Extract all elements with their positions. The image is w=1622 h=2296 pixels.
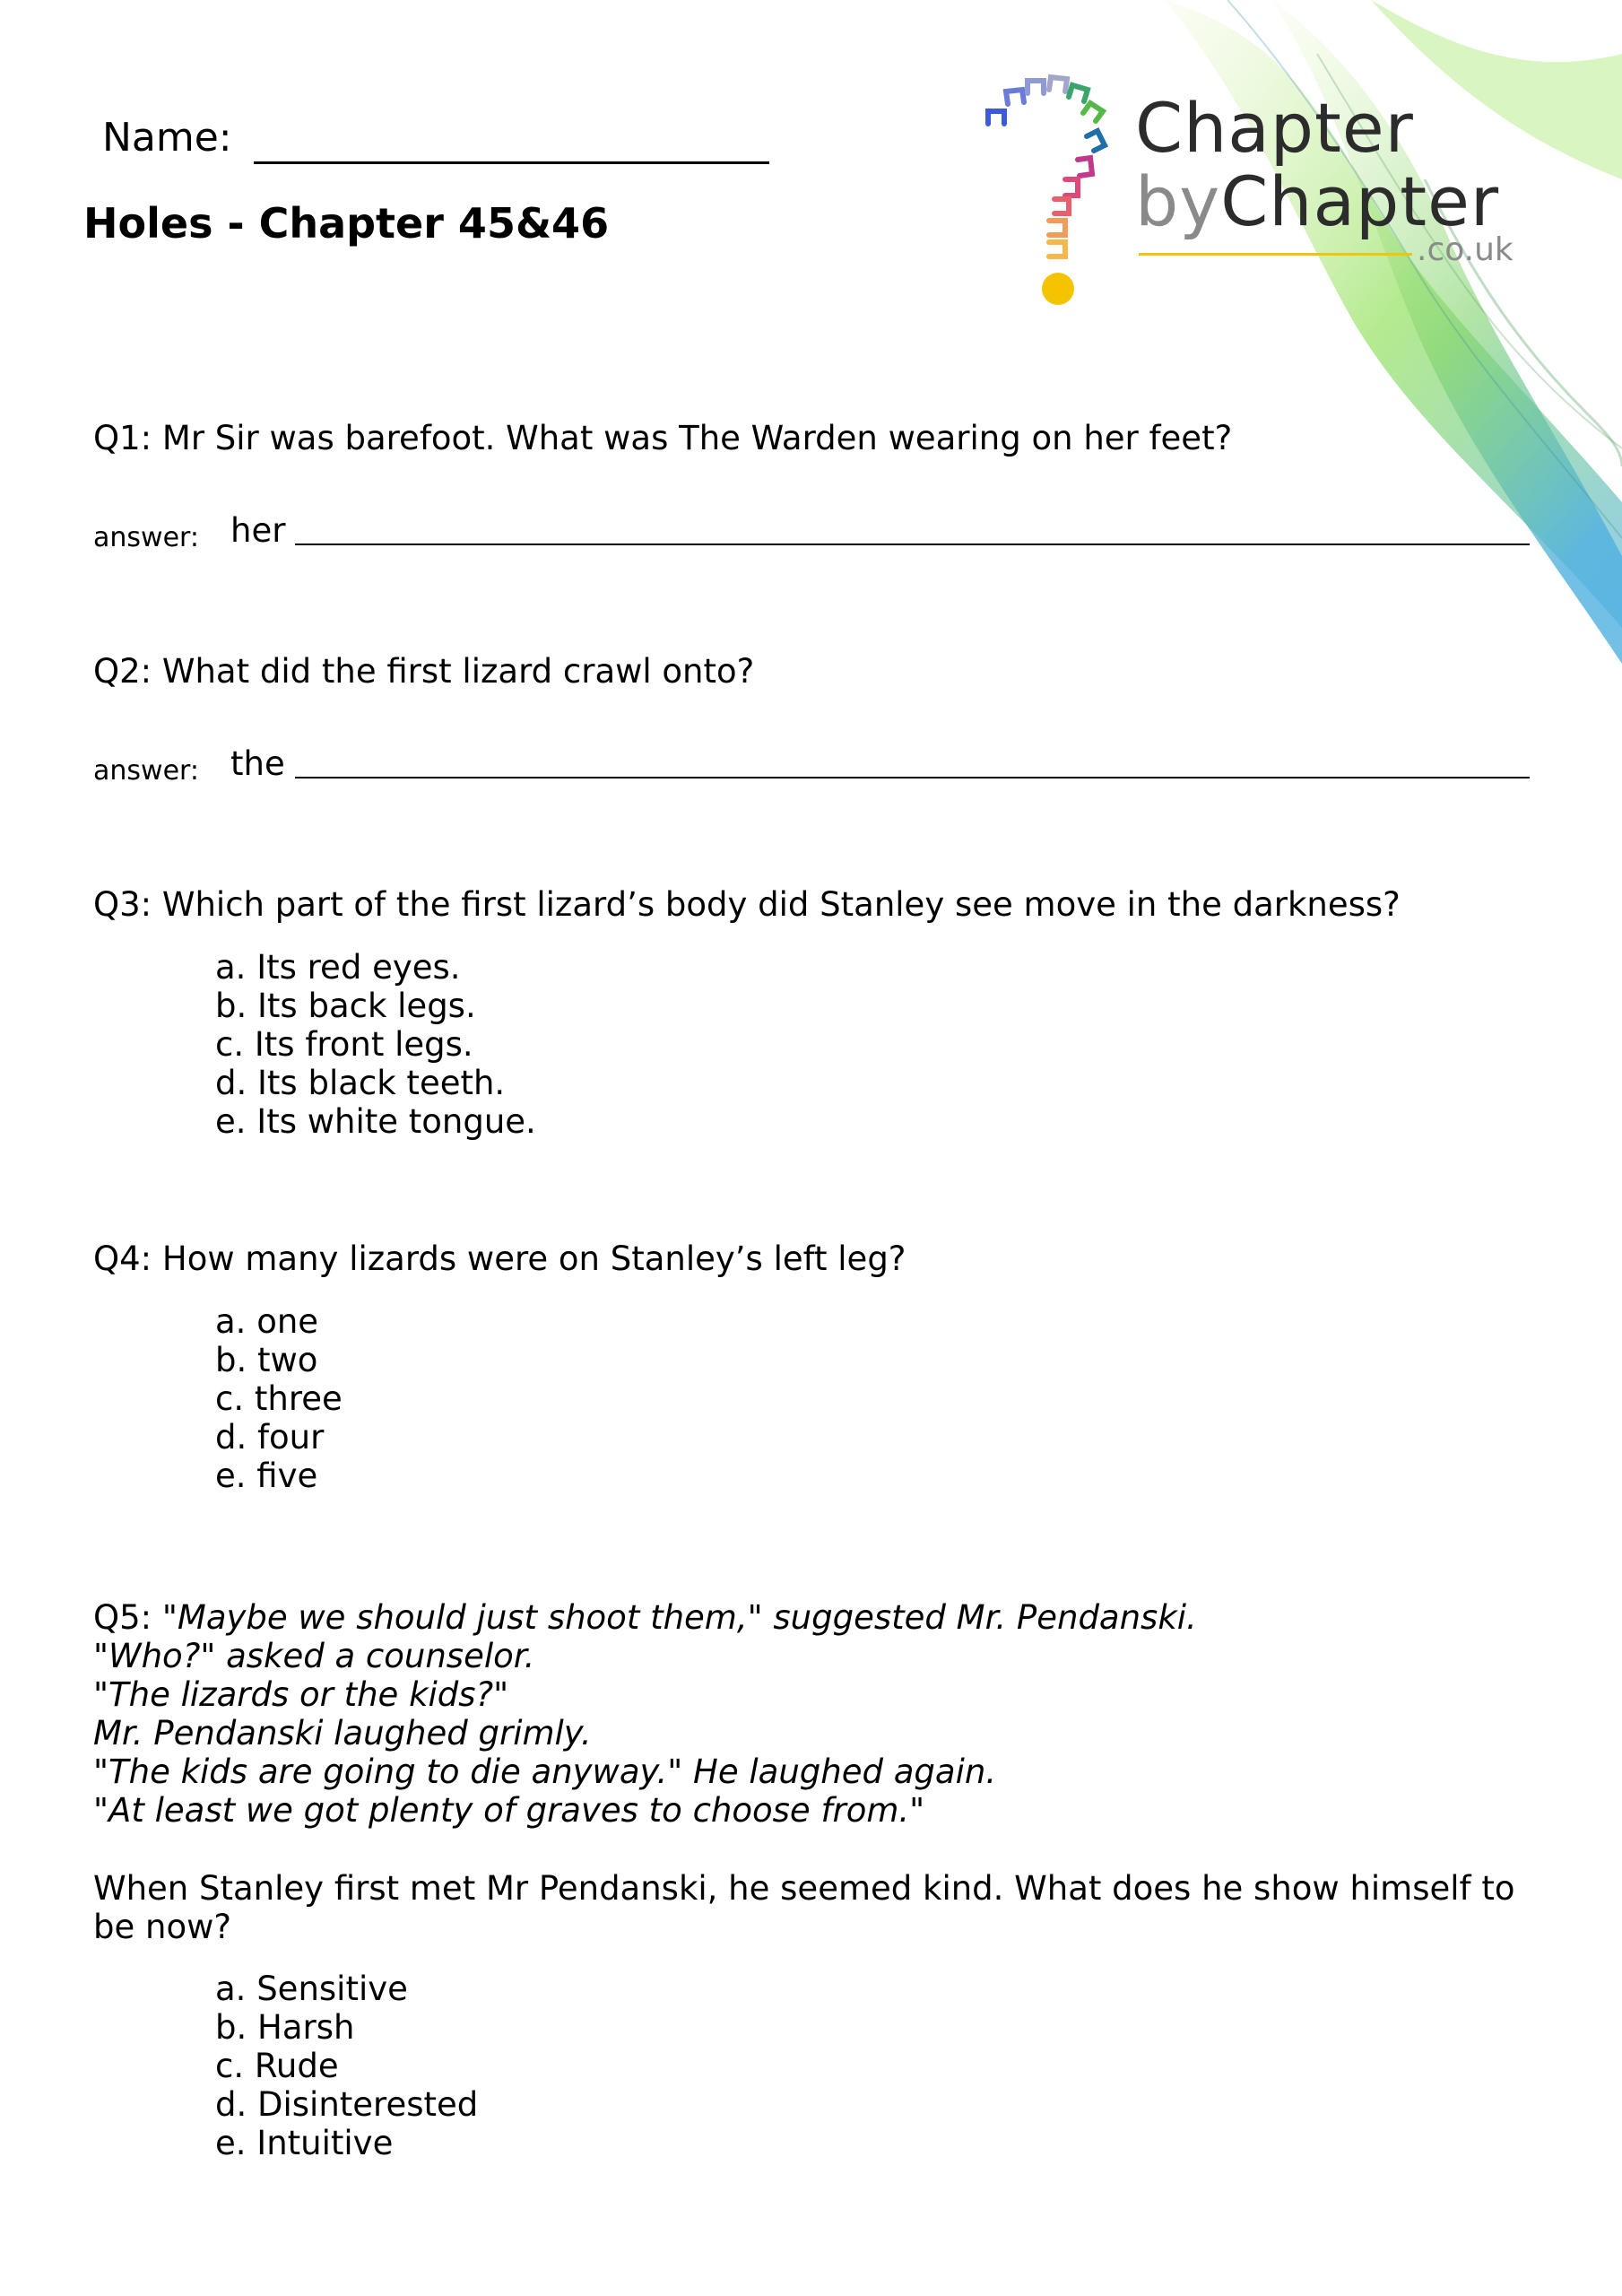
option-a[interactable]: a. Its red eyes. xyxy=(215,948,461,987)
question-2-answer-field[interactable] xyxy=(295,777,1530,778)
option-e[interactable]: e. Intuitive xyxy=(215,2124,394,2162)
logo-text-chapter-2: Chapter xyxy=(1220,161,1500,241)
name-input-line[interactable] xyxy=(254,161,769,164)
chapter-by-chapter-logo xyxy=(968,54,1542,314)
question-1-answer-field[interactable] xyxy=(295,544,1530,545)
logo-domain: .co.uk xyxy=(1417,231,1514,268)
question-mark-of-books-icon xyxy=(968,54,1121,314)
worksheet-title: Holes - Chapter 45&46 xyxy=(83,199,610,248)
question-4-text: Q4: How many lizards were on Stanley’s left leg? xyxy=(93,1239,906,1278)
option-c[interactable]: c. three xyxy=(215,1379,343,1418)
quote-line-1-text: "Maybe we should just shoot them," suggested Mr. Pendanski. xyxy=(161,1598,1197,1637)
option-b[interactable]: b. Harsh xyxy=(215,2008,355,2047)
option-c[interactable]: c. Rude xyxy=(215,2047,339,2085)
option-b[interactable]: b. Its back legs. xyxy=(215,987,476,1025)
option-d[interactable]: d. Its black teeth. xyxy=(215,1064,506,1102)
question-5-prompt: When Stanley first met Mr Pendanski, he seemed kind. What does he show himself to be now? xyxy=(93,1869,1515,1946)
option-a[interactable]: a. Sensitive xyxy=(215,1970,408,2008)
question-2-text: Q2: What did the first lizard crawl onto? xyxy=(93,652,755,691)
logo-underline xyxy=(1139,253,1412,256)
answer-prefix: the xyxy=(230,744,285,783)
question-3-options xyxy=(215,948,536,1141)
answer-prefix: her xyxy=(230,511,286,550)
option-a[interactable]: a. one xyxy=(215,1302,319,1341)
logo-text-chapter: Chapter xyxy=(1135,88,1414,168)
logo-text-by: by xyxy=(1135,161,1221,241)
name-label: Name: xyxy=(102,115,232,161)
question-5-quote xyxy=(93,1598,1197,1830)
quote-line-5: "The kids are going to die anyway." He laughed again. xyxy=(93,1752,997,1791)
question-1-text: Q1: Mr Sir was barefoot. What was The Warden wearing on her feet? xyxy=(93,419,1233,457)
option-d[interactable]: d. Disinterested xyxy=(215,2085,479,2124)
question-1-answer-row xyxy=(93,511,1530,556)
logo-text-by-chapter xyxy=(1135,161,1499,241)
question-2-answer-row xyxy=(93,744,1530,789)
quote-line-2: "Who?" asked a counselor. xyxy=(93,1637,535,1675)
option-b[interactable]: b. two xyxy=(215,1341,318,1379)
option-e[interactable]: e. five xyxy=(215,1457,318,1495)
quote-line-3: "The lizards or the kids?" xyxy=(93,1675,509,1714)
question-5-label: Q5: xyxy=(93,1598,162,1637)
quote-line-6: "At least we got plenty of graves to choose from." xyxy=(93,1791,925,1830)
option-c[interactable]: c. Its front legs. xyxy=(215,1025,473,1064)
answer-label: answer: xyxy=(93,522,199,553)
option-e[interactable]: e. Its white tongue. xyxy=(215,1102,536,1141)
question-4-options xyxy=(215,1302,343,1495)
question-3-text: Q3: Which part of the first lizard’s body did Stanley see move in the darkness? xyxy=(93,885,1401,924)
quote-line-4: Mr. Pendanski laughed grimly. xyxy=(93,1714,592,1752)
quote-line-1 xyxy=(93,1598,1197,1637)
option-d[interactable]: d. four xyxy=(215,1418,325,1457)
answer-label: answer: xyxy=(93,755,199,787)
question-5-options xyxy=(215,1970,478,2162)
